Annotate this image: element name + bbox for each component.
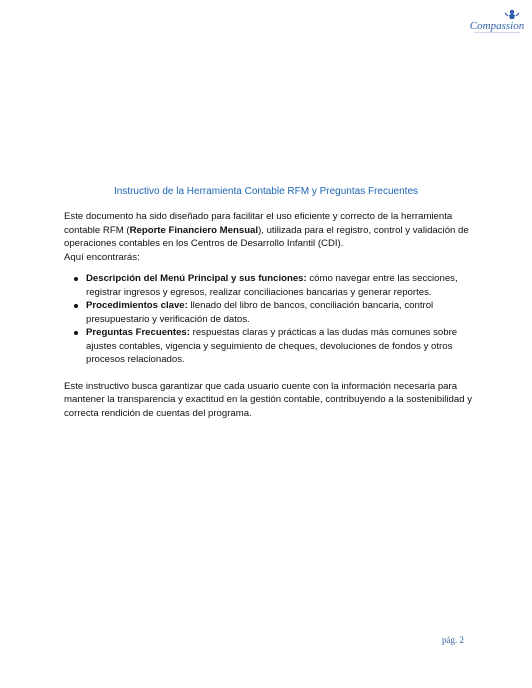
document-body xyxy=(64,210,474,420)
intro-bold-term: Reporte Financiero Mensual xyxy=(129,224,259,236)
intro-text-b: ), utilizada para el registro, control y validación de operaciones contables en los Centros de Desarrollo Infantil (CDI). xyxy=(64,224,469,249)
list-item xyxy=(64,299,474,326)
list-item xyxy=(64,326,474,367)
page-number: pág. 2 xyxy=(442,635,464,645)
bullet-icon xyxy=(74,331,78,335)
list-item-term: Descripción del Menú Principal y sus funciones: xyxy=(86,273,307,284)
document-title: Instructivo de la Herramienta Contable RFM y Preguntas Frecuentes xyxy=(113,186,419,197)
intro-paragraph xyxy=(64,210,474,251)
list-item-text: llenado del libro de bancos, conciliación bancaria, control presupuestario y verificación de datos. xyxy=(86,300,434,325)
logo-text: Compassion xyxy=(469,20,525,32)
bullet-icon xyxy=(74,277,78,281)
compassion-logo xyxy=(468,7,526,35)
list-item-text: respuestas claras y prácticas a las dudas más comunes sobre ajustes contables, vigencia y seguimiento de cheques, devoluciones de fondos y otros procesos relacionados. xyxy=(86,327,458,365)
bullet-icon xyxy=(74,304,78,308)
compassion-logo-icon xyxy=(468,7,526,35)
list-item-text: cómo navegar entre las secciones, registrar ingresos y egresos, realizar conciliaciones bancarias y generar reportes. xyxy=(86,273,458,298)
list-item-term: Preguntas Frecuentes: xyxy=(86,327,190,338)
intro-text-a: Este documento ha sido diseñado para facilitar el uso eficiente y correcto de la herramienta contable RFM ( xyxy=(64,211,453,236)
list-item-term: Procedimientos clave: xyxy=(86,300,188,311)
list-item xyxy=(64,272,474,299)
intro-lead-in: Aquí encontrarás: xyxy=(64,251,140,263)
closing-paragraph: Este instructivo busca garantizar que cada usuario cuente con la información necesaria para mantener la transparencia y exactitud en la gestión contable, contribuyendo a la sostenibilidad y correcta rendición de cuentas del programa. xyxy=(64,380,472,419)
feature-list xyxy=(64,272,474,367)
